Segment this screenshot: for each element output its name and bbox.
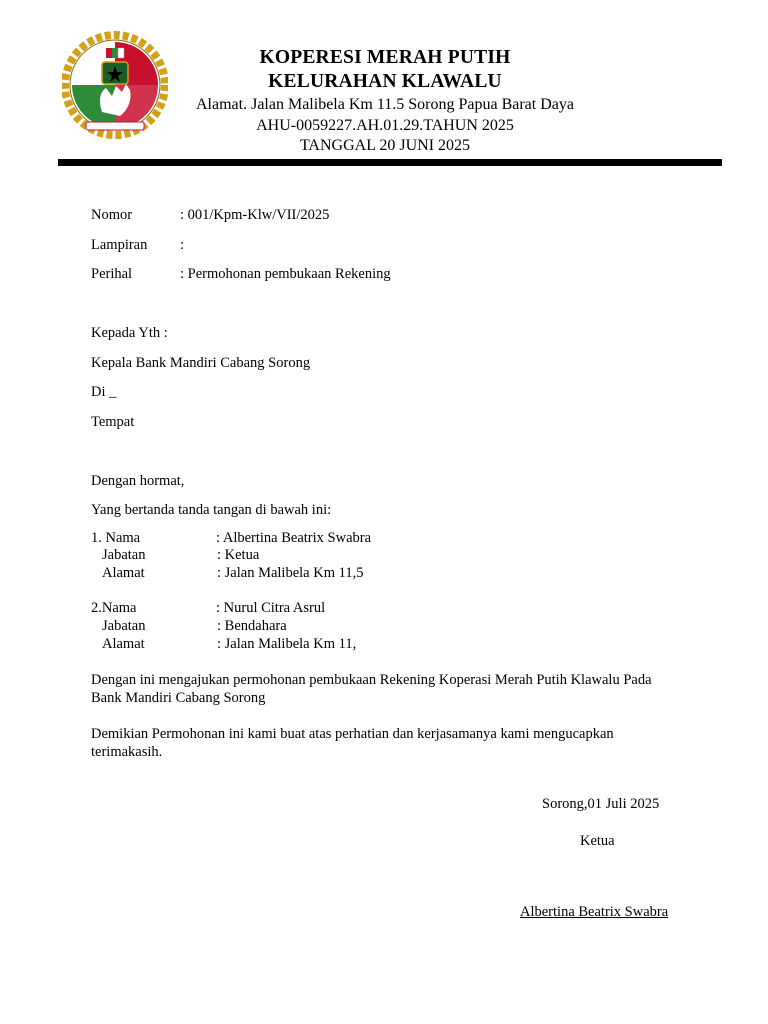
header-divider — [58, 159, 722, 166]
person2-nama-label: 2.Nama — [91, 600, 137, 616]
address-line: Alamat. Jalan Malibela Km 11.5 Sorong Papua Barat Daya — [196, 96, 574, 113]
recipient-name: Kepala Bank Mandiri Cabang Sorong — [91, 355, 311, 371]
perihal-label: Perihal — [91, 266, 133, 282]
person1-alamat-value: : Jalan Malibela Km 11,5 — [217, 565, 364, 581]
kelurahan-name: KELURAHAN KLAWALU — [268, 71, 502, 92]
date-line: TANGGAL 20 JUNI 2025 — [299, 137, 471, 154]
lampiran-label: Lampiran — [91, 237, 148, 253]
person1-nama-label: 1. Nama — [91, 530, 141, 546]
recipient-place: Tempat — [91, 414, 135, 430]
person2-alamat-value: : Jalan Malibela Km 11, — [217, 636, 357, 652]
perihal-value: : Permohonan pembukaan Rekening — [180, 266, 391, 282]
nomor-value: : 001/Kpm-Klw/VII/2025 — [180, 207, 330, 223]
person1-jabatan-value: : Ketua — [217, 547, 260, 563]
person2-jabatan-label: Jabatan — [102, 618, 146, 634]
salutation: Dengan hormat, — [91, 473, 185, 489]
person1-alamat-label: Alamat — [102, 565, 145, 581]
person2-nama-value: : Nurul Citra Asrul — [216, 600, 326, 616]
request-paragraph: Dengan ini mengajukan permohonan pembukaan Rekening Koperasi Merah Putih Klawalu Pada Bank Mandiri Cabang Sorong — [91, 672, 652, 706]
person1-nama-value: : Albertina Beatrix Swabra — [216, 530, 372, 546]
person1-jabatan-label: Jabatan — [102, 547, 146, 563]
closing-paragraph: Demikian Permohonan ini kami buat atas perhatian dan kerjasamanya kami mengucapkan terimakasih. — [91, 726, 614, 760]
signature-name: Albertina Beatrix Swabra — [520, 904, 669, 920]
signature-place-date: Sorong,01 Juli 2025 — [542, 796, 660, 812]
recipient-di: Di _ — [91, 384, 117, 400]
ahu-line: AHU-0059227.AH.01.29.TAHUN 2025 — [256, 117, 514, 134]
signature-position: Ketua — [580, 833, 615, 849]
person2-jabatan-value: : Bendahara — [217, 618, 287, 634]
nomor-label: Nomor — [91, 207, 133, 223]
recipient-greeting: Kepada Yth : — [91, 325, 168, 341]
org-name: KOPERESI MERAH PUTIH — [259, 47, 511, 68]
intro-text: Yang bertanda tanda tangan di bawah ini: — [91, 502, 332, 518]
lampiran-value: : — [180, 237, 185, 253]
person2-alamat-label: Alamat — [102, 636, 145, 652]
